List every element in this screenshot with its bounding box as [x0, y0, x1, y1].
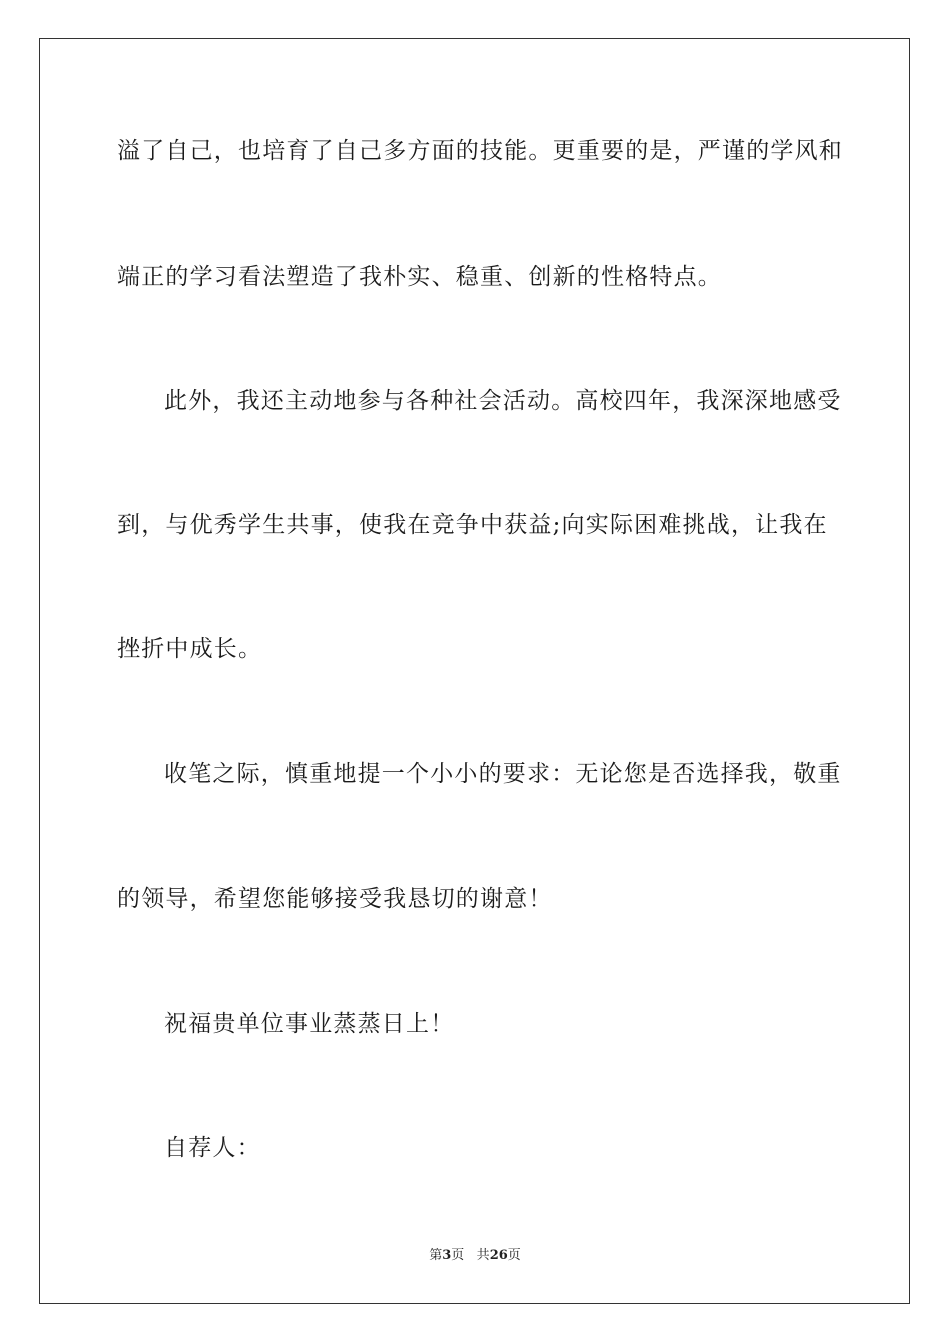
total-pages: 26	[489, 1248, 508, 1263]
paragraph-2-line-3: 挫折中成长。	[117, 636, 263, 662]
paragraph-2-line-2: 到，与优秀学生共事，使我在竞争中获益;向实际困难挑战，让我在	[117, 512, 828, 538]
paragraph-3-line-2: 的领导，希望您能够接受我恳切的谢意！	[117, 886, 553, 912]
page-suffix: 页	[451, 1248, 465, 1263]
page-footer	[0, 1246, 950, 1266]
page-number: 3	[442, 1248, 452, 1263]
paragraph-2-line-1: 此外，我还主动地参与各种社会活动。高校四年，我深深地感受	[164, 388, 842, 414]
total-suffix: 页	[507, 1248, 521, 1263]
paragraph-3-line-1: 收笔之际，慎重地提一个小小的要求：无论您是否选择我，敬重	[164, 761, 842, 787]
signature-label: 自荐人：	[164, 1135, 261, 1161]
page-prefix: 第	[429, 1248, 443, 1263]
paragraph-1-line-1: 溢了自己，也培育了自己多方面的技能。更重要的是，严谨的学风和	[117, 138, 843, 164]
total-prefix: 共	[476, 1248, 490, 1263]
paragraph-1-line-2: 端正的学习看法塑造了我朴实、稳重、创新的性格特点。	[117, 264, 722, 290]
page-frame	[39, 38, 910, 1304]
closing-wish: 祝福贵单位事业蒸蒸日上！	[164, 1011, 455, 1037]
